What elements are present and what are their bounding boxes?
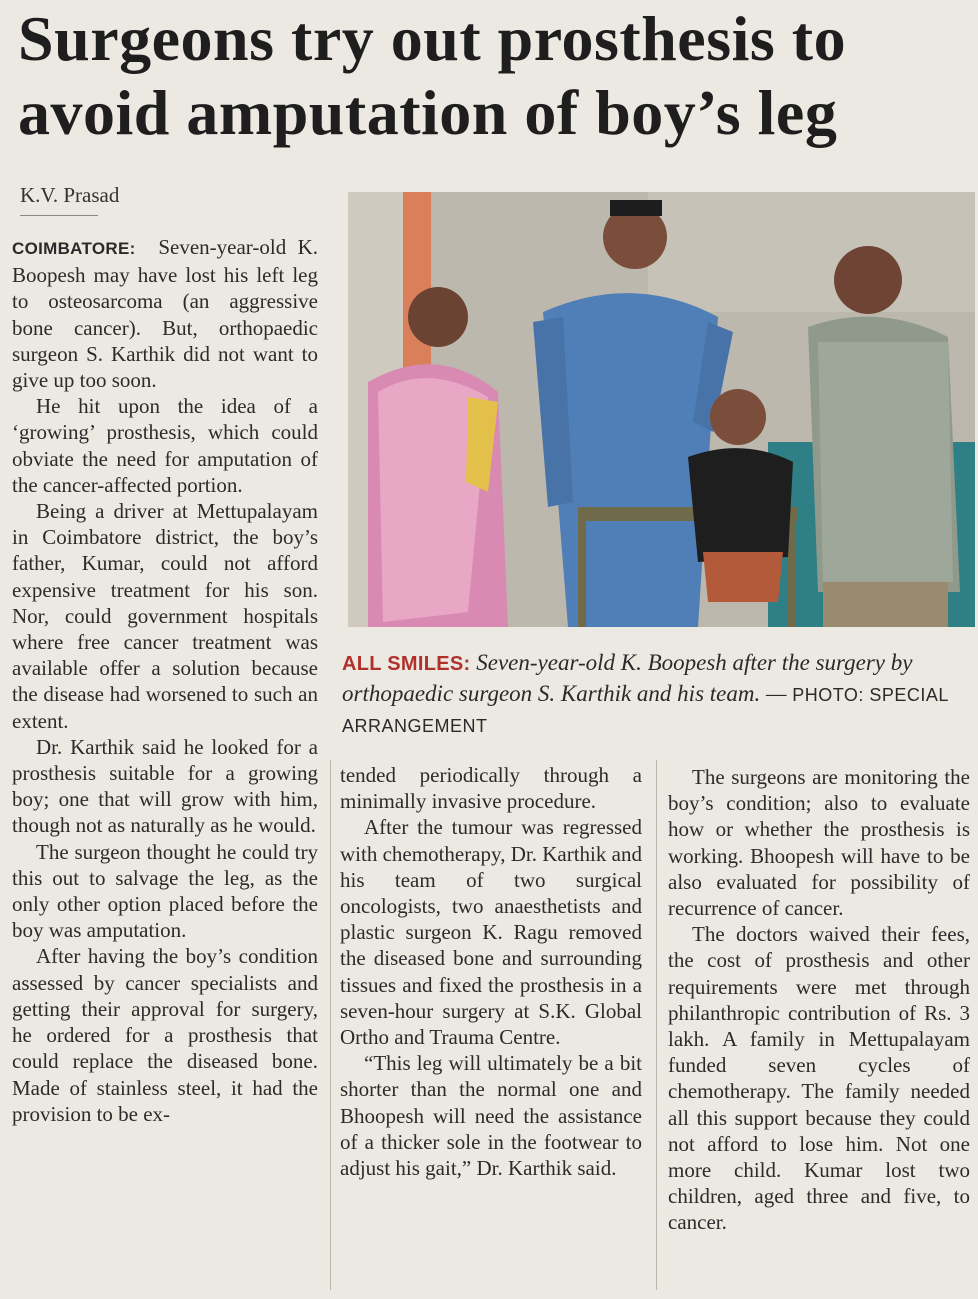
paragraph: “This leg will ultimately be a bit shorter than the normal one and Bhoopesh will need the assistance of a thicker sole in the footwear to adjust his gait,” Dr. Karthik said. [340, 1051, 642, 1181]
paragraph: The surgeon thought he could try this out to salvage the leg, as the only other option placed before the boy was amputation. [12, 839, 318, 943]
headline-line-2: avoid amputation of boy’s leg [18, 77, 838, 148]
article-column-1 [12, 234, 318, 1127]
column-divider [330, 760, 331, 1290]
paragraph: tended periodically through a minimally invasive procedure. [340, 763, 642, 814]
paragraph: Being a driver at Mettupalayam in Coimbatore district, the boy’s father, Kumar, could not afford expensive treatment for his son. Nor, could government hospitals where free cancer treatment was available offer a solution because the disease had worsened to such an extent. [12, 499, 318, 733]
photo-credit: PHOTO: SPECIAL ARRANGEMENT [342, 685, 949, 736]
paragraph: The doctors waived their fees, the cost of prosthesis and other requirements were met through philanthropic contribution of Rs. 3 lakh. A family in Mettupalayam funded seven cycles of chemotherapy. The family needed all this support because they could not afford to lose him. Not one more child. Kumar lost two children, aged three and five, to cancer. [668, 922, 970, 1235]
paragraph: After having the boy’s condition assessed by cancer specialists and getting their approval for surgery, he ordered for a prosthesis that could replace the diseased bone. Made of stainless steel, it had the provision to be ex- [12, 944, 318, 1126]
caption-text: Seven-year-old K. Boopesh after the surgery by orthopaedic surgeon S. Karthik and his team. — [342, 650, 913, 706]
lead-paragraph [12, 234, 318, 393]
byline-rule [20, 215, 98, 216]
photo-illustration [348, 192, 975, 627]
paragraph: Dr. Karthik said he looked for a prosthesis suitable for a growing boy; one that will grow with him, though not as naturally as he would. [12, 734, 318, 838]
lead-text: Seven-year-old K. Boopesh may have lost his left leg to osteosarcoma (an aggressive bone cancer). But, orthopaedic surgeon S. Karthik did not want to give up too soon. [12, 235, 319, 393]
headline-line-1: Surgeons try out prosthesis to [18, 3, 847, 74]
photo-caption [342, 648, 962, 741]
caption-label: ALL SMILES: [342, 653, 471, 675]
dateline: COIMBATORE: [12, 239, 136, 258]
paragraph: The surgeons are monitoring the boy’s condition; also to evaluate how or whether the prosthesis is working. Bhoopesh will have to be also evaluated for possibility of recurrence of cancer. [668, 765, 970, 921]
article-column-2 [340, 762, 642, 1181]
column-divider [656, 760, 657, 1290]
news-photo [348, 192, 975, 627]
byline: K.V. Prasad [20, 183, 120, 207]
article-column-3 [668, 764, 970, 1236]
paragraph: He hit upon the idea of a ‘growing’ prosthesis, which could obviate the need for amputation of the cancer-affected portion. [12, 394, 318, 497]
headline [18, 2, 968, 150]
paragraph: After the tumour was regressed with chemotherapy, Dr. Karthik and his team of two surgical oncologists, two anaesthetists and plastic surgeon K. Ragu removed the diseased bone and surrounding tissues and fixed the prosthesis in a seven-hour surgery at S.K. Global Ortho and Trauma Centre. [340, 815, 642, 1050]
